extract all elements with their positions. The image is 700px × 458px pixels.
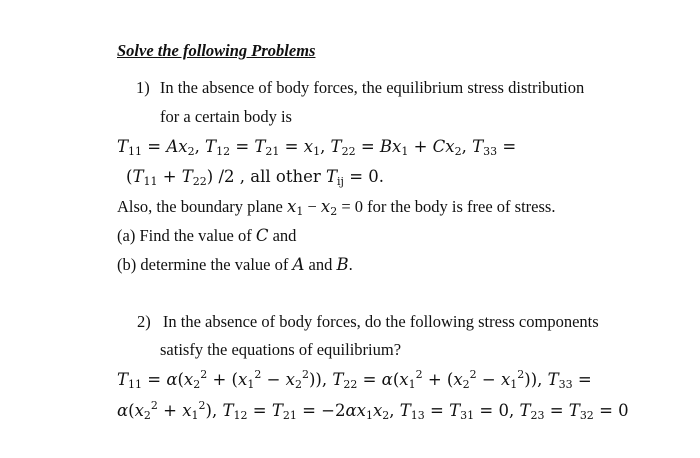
problem-2-statement-1: In the absence of body forces, do the following stress components	[162, 312, 599, 331]
problem-1-statement-2: for a certain body is	[160, 107, 292, 126]
problem-1-equation-a: $T_{11} = Ax_2$, $T_{12} = T_{21} = x_1$, $T_{22} = Bx_1 + Cx_2$, $T_{33}$ =	[117, 137, 517, 158]
problem-1-statement-1: In the absence of body forces, the equilibrium stress distribution	[159, 78, 585, 97]
problem-1-part-a: (a) Find the value of C and	[117, 226, 297, 245]
problem-2-statement-2: satisfy the equations of equilibrium?	[160, 340, 402, 359]
problem-1-equation-b: $(T_{11} + T_{22})$ /2 , all other $T_{ij} = 0$.	[126, 167, 385, 188]
heading: Solve the following Problems	[117, 41, 316, 60]
problem-2-equation-b: $\alpha(x_2^2 + x_1^2)$, $T_{12} = T_{21} = -2\alpha x_1x_2$, $T_{13} = T_{31} = 0$, $T_{23} = T_{32} = 0$	[117, 399, 629, 422]
problem-2-number: 2)	[137, 312, 151, 331]
problem-2-equation-a: $T_{11} = \alpha(x_2^2 + (x_1^2 - x_2^2))$, $T_{22} = \alpha(x_1^2 + (x_2^2 - x_1^2))$, $T_{33}$ =	[117, 368, 592, 391]
problem-2-line-1	[137, 312, 599, 332]
problem-1-line-1	[136, 78, 584, 98]
problem-1-part-b: (b) determine the value of A and B.	[117, 255, 353, 274]
problem-1-boundary: Also, the boundary plane $x_1 - x_2 = 0$ for the body is free of stress.	[117, 197, 556, 218]
problem-1-number: 1)	[136, 78, 150, 97]
